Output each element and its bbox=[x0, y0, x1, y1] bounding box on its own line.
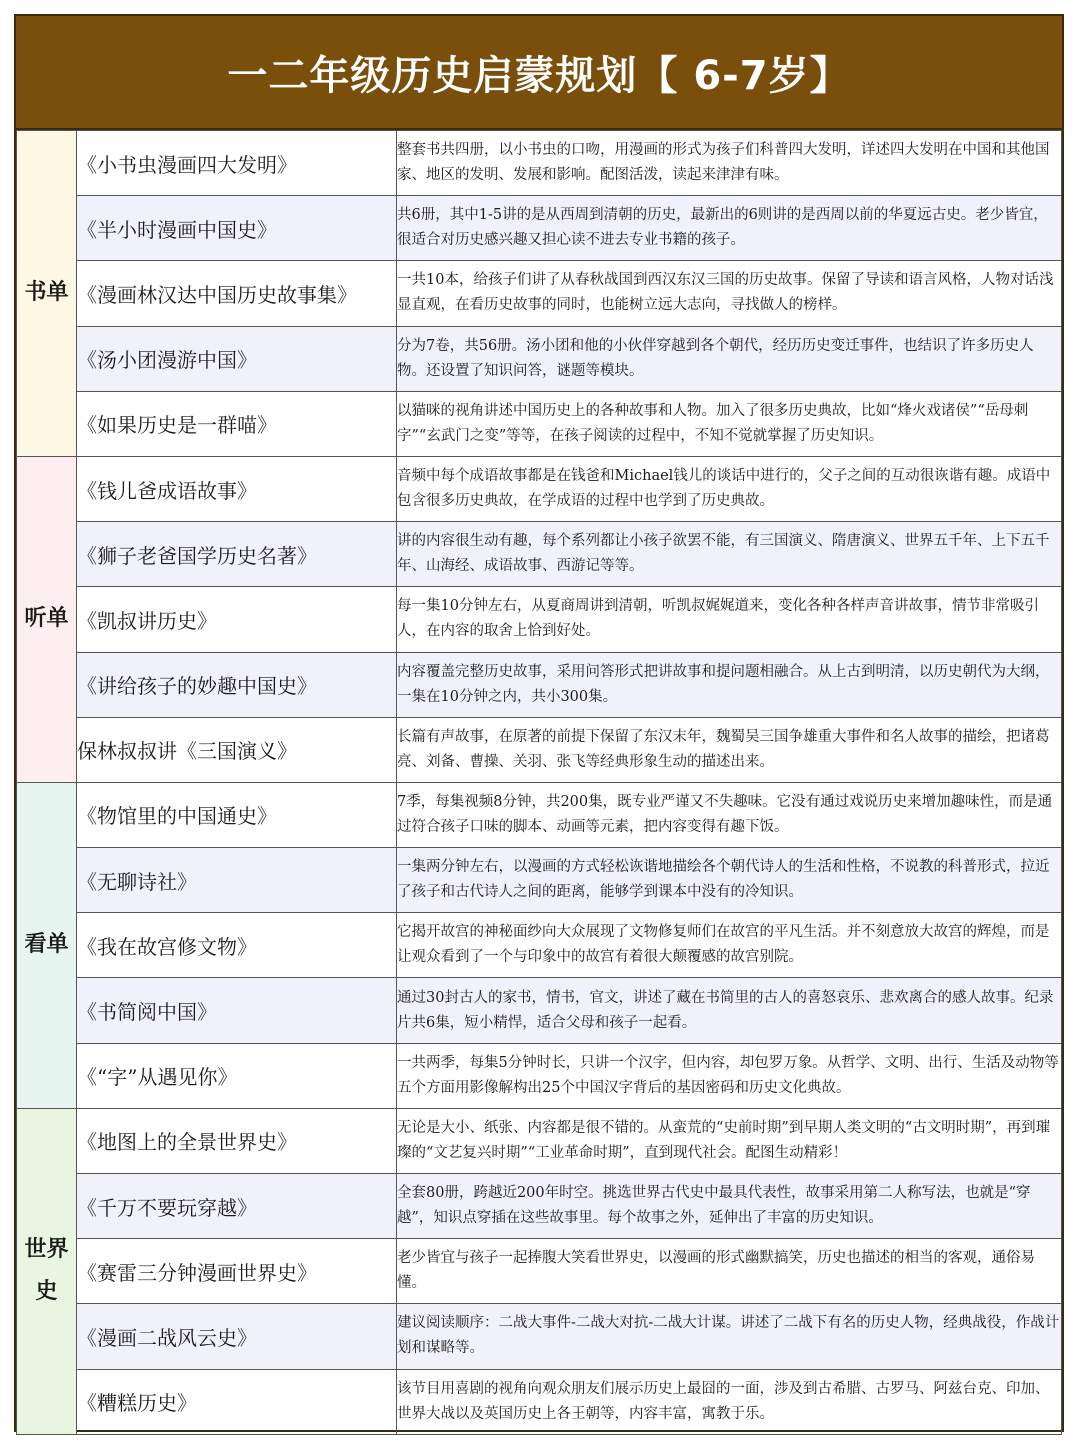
item-title: 保林叔叔讲《三国演义》 bbox=[77, 717, 397, 782]
item-description: 老少皆宜与孩子一起捧腹大笑看世界史，以漫画的形式幽默搞笑，历史也描述的相当的客观，通俗易懂。 bbox=[397, 1239, 1062, 1304]
item-title: 《漫画二战风云史》 bbox=[77, 1304, 397, 1369]
item-title: 《无聊诗社》 bbox=[77, 848, 397, 913]
item-title: 《如果历史是一群喵》 bbox=[77, 391, 397, 456]
table-row bbox=[17, 848, 1062, 913]
item-description: 一集两分钟左右，以漫画的方式轻松诙谐地描绘各个朝代诗人的生活和性格，不说教的科普形式，拉近了孩子和古代诗人之间的距离，能够学到课本中没有的冷知识。 bbox=[397, 848, 1062, 913]
item-title: 《赛雷三分钟漫画世界史》 bbox=[77, 1239, 397, 1304]
item-description: 分为7卷，共56册。汤小团和他的小伙伴穿越到各个朝代，经历历史变迁事件，也结识了许多历史人物。还设置了知识问答，谜题等模块。 bbox=[397, 326, 1062, 391]
item-description: 共6册，其中1-5讲的是从西周到清朝的历史，最新出的6则讲的是西周以前的华夏远古史。老少皆宜，很适合对历史感兴趣又担心读不进去专业书籍的孩子。 bbox=[397, 196, 1062, 261]
table-row bbox=[17, 1043, 1062, 1108]
category-books bbox=[17, 131, 77, 457]
category-label: 听单 bbox=[24, 606, 69, 632]
item-title: 《“字”从遇见你》 bbox=[77, 1043, 397, 1108]
category-label: 看单 bbox=[24, 932, 69, 958]
table-row bbox=[17, 326, 1062, 391]
item-title: 《小书虫漫画四大发明》 bbox=[77, 131, 397, 196]
item-description: 一共两季，每集5分钟时长，只讲一个汉字，但内容，却包罗万象。从哲学、文明、出行、生活及动物等五个方面用影像解构出25个中国汉字背后的基因密码和历史文化典故。 bbox=[397, 1043, 1062, 1108]
item-description: 无论是大小、纸张、内容都是很不错的。从蛮荒的“史前时期”到早期人类文明的“古文明时期”，再到璀璨的“文艺复兴时期”“工业革命时期”，直到现代社会。配图生动精彩！ bbox=[397, 1108, 1062, 1173]
item-description: 长篇有声故事，在原著的前提下保留了东汉末年，魏蜀吴三国争雄重大事件和名人故事的描绘，把诸葛亮、刘备、曹操、关羽、张飞等经典形象生动的描述出来。 bbox=[397, 717, 1062, 782]
page-title: 一二年级历史启蒙规划【 6-7岁】 bbox=[227, 52, 851, 99]
item-title: 《讲给孩子的妙趣中国史》 bbox=[77, 652, 397, 717]
table-row bbox=[17, 1174, 1062, 1239]
item-description: 每一集10分钟左右，从夏商周讲到清朝，听凯叔娓娓道来，变化各种各样声音讲故事，情节非常吸引人，在内容的取舍上恰到好处。 bbox=[397, 587, 1062, 652]
table-row bbox=[17, 1369, 1062, 1434]
item-description: 全套80册，跨越近200年时空。挑选世界古代史中最具代表性，故事采用第二人称写法，也就是“穿越”，知识点穿插在这些故事里。每个故事之外，延伸出了丰富的历史知识。 bbox=[397, 1174, 1062, 1239]
category-listening bbox=[17, 456, 77, 782]
category-label: 世界史 bbox=[24, 1237, 69, 1305]
item-description: 音频中每个成语故事都是在钱爸和Michael钱儿的谈话中进行的，父子之间的互动很诙谐有趣。成语中包含很多历史典故，在学成语的过程中也学到了历史典故。 bbox=[397, 456, 1062, 521]
item-description: 通过30封古人的家书，情书，官文，讲述了藏在书简里的古人的喜怒哀乐、悲欢离合的感人故事。纪录片共6集，短小精悍，适合父母和孩子一起看。 bbox=[397, 978, 1062, 1043]
item-description: 它揭开故宫的神秘面纱向大众展现了文物修复师们在故宫的平凡生活。并不刻意放大故宫的辉煌，而是让观众看到了一个与印象中的故宫有着很大颠覆感的故宫别院。 bbox=[397, 913, 1062, 978]
table-row bbox=[17, 652, 1062, 717]
item-title: 《半小时漫画中国史》 bbox=[77, 196, 397, 261]
item-title: 《狮子老爸国学历史名著》 bbox=[77, 522, 397, 587]
table-row bbox=[17, 522, 1062, 587]
item-title: 《糟糕历史》 bbox=[77, 1369, 397, 1434]
table-row bbox=[17, 717, 1062, 782]
category-world-history bbox=[17, 1108, 77, 1434]
item-title: 《汤小团漫游中国》 bbox=[77, 326, 397, 391]
item-description: 讲的内容很生动有趣，每个系列都让小孩子欲罢不能，有三国演义、隋唐演义、世界五千年、上下五千年、山海经、成语故事、西游记等等。 bbox=[397, 522, 1062, 587]
item-title: 《书简阅中国》 bbox=[77, 978, 397, 1043]
item-description: 该节目用喜剧的视角向观众朋友们展示历史上最囧的一面，涉及到古希腊、古罗马、阿兹台克、印加、世界大战以及英国历史上各王朝等，内容丰富，寓教于乐。 bbox=[397, 1369, 1062, 1434]
item-title: 《我在故宫修文物》 bbox=[77, 913, 397, 978]
table-row bbox=[17, 1108, 1062, 1173]
table-row bbox=[17, 1304, 1062, 1369]
table-row bbox=[17, 196, 1062, 261]
item-description: 以猫咪的视角讲述中国历史上的各种故事和人物。加入了很多历史典故，比如“烽火戏诸侯”“岳母刺字”“玄武门之变”等等，在孩子阅读的过程中，不知不觉就掌握了历史知识。 bbox=[397, 391, 1062, 456]
table-row bbox=[17, 131, 1062, 196]
category-label: 书单 bbox=[24, 280, 69, 306]
item-description: 内容覆盖完整历史故事，采用问答形式把讲故事和提问题相融合。从上古到明清，以历史朝代为大纲，一集在10分钟之内，共小300集。 bbox=[397, 652, 1062, 717]
table-row bbox=[17, 1239, 1062, 1304]
item-description: 一共10本，给孩子们讲了从春秋战国到西汉东汉三国的历史故事。保留了导读和语言风格，人物对话浅显直观，在看历史故事的同时，也能树立远大志向，寻找做人的榜样。 bbox=[397, 261, 1062, 326]
plan-table bbox=[16, 130, 1062, 1435]
category-watching bbox=[17, 782, 77, 1108]
item-title: 《地图上的全景世界史》 bbox=[77, 1108, 397, 1173]
item-description: 7季，每集视频8分钟，共200集，既专业严谨又不失趣味。它没有通过戏说历史来增加趣味性，而是通过符合孩子口味的脚本、动画等元素，把内容变得有趣下饭。 bbox=[397, 782, 1062, 847]
table-row bbox=[17, 456, 1062, 521]
table-row bbox=[17, 391, 1062, 456]
table-row bbox=[17, 587, 1062, 652]
item-title: 《物馆里的中国通史》 bbox=[77, 782, 397, 847]
table-row bbox=[17, 782, 1062, 847]
table-row bbox=[17, 913, 1062, 978]
plan-sheet bbox=[14, 14, 1064, 1432]
title-bar bbox=[16, 16, 1062, 130]
item-title: 《漫画林汉达中国历史故事集》 bbox=[77, 261, 397, 326]
item-title: 《凯叔讲历史》 bbox=[77, 587, 397, 652]
table-row bbox=[17, 978, 1062, 1043]
item-description: 整套书共四册，以小书虫的口吻，用漫画的形式为孩子们科普四大发明，详述四大发明在中国和其他国家、地区的发明、发展和影响。配图活泼，读起来津津有味。 bbox=[397, 131, 1062, 196]
item-title: 《千万不要玩穿越》 bbox=[77, 1174, 397, 1239]
item-title: 《钱儿爸成语故事》 bbox=[77, 456, 397, 521]
item-description: 建议阅读顺序：二战大事件-二战大对抗-二战大计谋。讲述了二战下有名的历史人物，经典战役，作战计划和谋略等。 bbox=[397, 1304, 1062, 1369]
table-row bbox=[17, 261, 1062, 326]
